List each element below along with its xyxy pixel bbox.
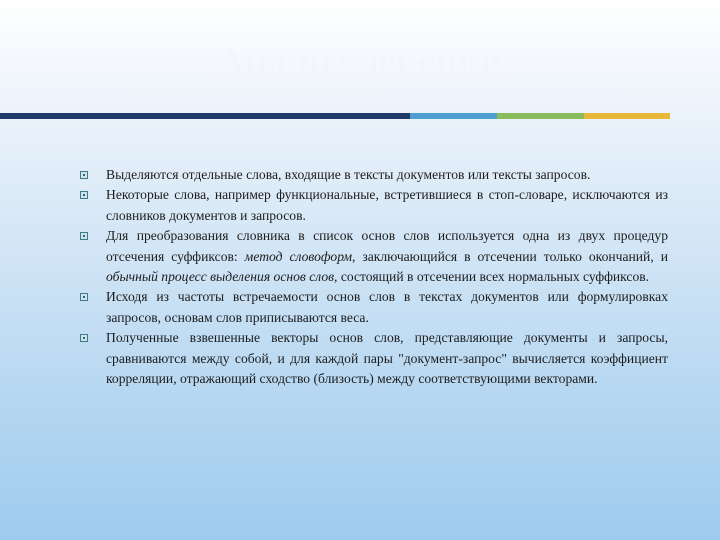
slide-title: Анализ лексики	[217, 41, 503, 83]
list-item	[106, 185, 668, 226]
square-bullet-icon	[80, 293, 88, 301]
bullet-text-emphasis: метод словоформ,	[244, 248, 356, 264]
square-bullet-icon	[80, 191, 88, 199]
accent-bar	[0, 113, 720, 119]
square-bullet-icon	[80, 232, 88, 240]
bullet-text-emphasis: обычный процесс выделения основ слов,	[106, 269, 338, 285]
bullet-text: Выделяются отдельные слова, входящие в тексты документов или тексты запросов.	[106, 167, 591, 182]
square-bullet-icon	[80, 171, 88, 179]
bullet-text: Исходя из частоты встречаемости основ слов в текстах документов или формулировках запросов, основам слов приписываются веса.	[106, 289, 668, 325]
list-item	[106, 328, 668, 389]
bullet-text-part: состоящий в отсечении всех нормальных суффиксов.	[337, 269, 650, 285]
bullet-text-part: заключающийся в отсечении только окончаний, и	[355, 248, 668, 264]
accent-segment-navy	[0, 113, 410, 119]
accent-segment-green	[497, 113, 584, 119]
list-item	[106, 165, 668, 185]
square-bullet-icon	[80, 334, 88, 342]
bullet-list	[106, 165, 668, 389]
bullet-text: Некоторые слова, например функциональные, встретившиеся в стоп-словаре, исключаются из словников документов и запросов.	[106, 187, 668, 223]
list-item	[106, 226, 668, 287]
list-item	[106, 287, 668, 328]
bullet-text: Полученные взвешенные векторы основ слов, представляющие документы и запросы, сравниваются между собой, и для каждой пары "документ-запрос" вычисляется коэффициент корреляции, отражающий сходство (близость) между соответствующими векторами.	[106, 330, 668, 387]
bullet-text-part: Для преобразования словника в список основ слов используется одна из двух процедур отсечения суффиксов:	[106, 228, 668, 264]
accent-segment-gold	[584, 113, 670, 119]
accent-segment-blue	[410, 113, 497, 119]
